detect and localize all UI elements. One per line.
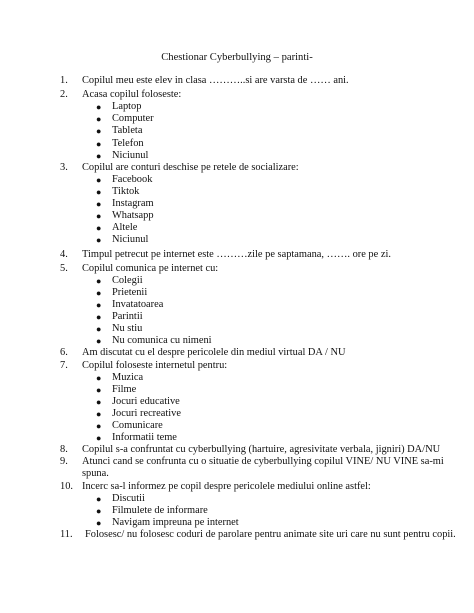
bullet-icon: ● (96, 336, 102, 346)
bullet-icon: ● (96, 235, 102, 245)
bullet-icon: ● (96, 288, 102, 298)
bullet-icon: ● (96, 223, 102, 233)
question-number: 4. (60, 249, 68, 260)
bullet-icon: ● (96, 324, 102, 334)
option-item: Facebook (112, 174, 153, 185)
question-number: 10. (60, 481, 73, 492)
option-item: Niciunul (112, 234, 149, 245)
option-item: Filme (112, 384, 137, 395)
question-text-continuation: spuna. (82, 468, 109, 479)
option-item: Nu comunica cu nimeni (112, 335, 212, 346)
bullet-icon: ● (96, 102, 102, 112)
question-text: Folosesc/ nu folosesc coduri de parolare pentru animate site uri care nu sunt pentru copii. (85, 529, 456, 540)
option-item: Comunicare (112, 420, 163, 431)
question-text: Incerc sa-l informez pe copil despre pericolele mediului online astfel: (82, 481, 371, 492)
question-text: Timpul petrecut pe internet este ………zile pe saptamana, ……. ore pe zi. (82, 249, 391, 260)
question-number: 1. (60, 75, 68, 86)
option-item: Nu stiu (112, 323, 143, 334)
bullet-icon: ● (96, 187, 102, 197)
question-number: 6. (60, 347, 68, 358)
bullet-icon: ● (96, 421, 102, 431)
question-text: Copilul s-a confruntat cu cyberbullying (hartuire, agresivitate verbala, jigniri) DA/NU (82, 444, 441, 455)
question-text: Acasa copilul foloseste: (82, 89, 182, 100)
bullet-icon: ● (96, 211, 102, 221)
option-item: Tiktok (112, 186, 140, 197)
bullet-icon: ● (96, 312, 102, 322)
option-item: Filmulete de informare (112, 505, 208, 516)
option-item: Niciunul (112, 150, 149, 161)
bullet-icon: ● (96, 409, 102, 419)
bullet-icon: ● (96, 373, 102, 383)
question-number: 5. (60, 263, 68, 274)
option-item: Instagram (112, 198, 154, 209)
question-text: Copilul are conturi deschise pe retele de socializare: (82, 162, 299, 173)
option-item: Prietenii (112, 287, 148, 298)
question-number: 11. (60, 529, 73, 540)
document-title: Chestionar Cyberbullying – parinti- (161, 52, 313, 63)
option-item: Invatatoarea (112, 299, 164, 310)
bullet-icon: ● (96, 494, 102, 504)
option-item: Colegii (112, 275, 143, 286)
option-item: Discutii (112, 493, 145, 504)
question-number: 3. (60, 162, 68, 173)
bullet-icon: ● (96, 199, 102, 209)
question-number: 2. (60, 89, 68, 100)
question-text: Copilul meu este elev in clasa ………..si are varsta de …… ani. (82, 75, 349, 86)
option-item: Computer (112, 113, 154, 124)
bullet-icon: ● (96, 385, 102, 395)
option-item: Informatii teme (112, 432, 177, 443)
question-text: Copilul foloseste internetul pentru: (82, 360, 228, 371)
bullet-icon: ● (96, 518, 102, 528)
bullet-icon: ● (96, 276, 102, 286)
question-text: Atunci cand se confrunta cu o situatie de cyberbullying copilul VINE/ NU VINE sa-mi (82, 456, 444, 467)
bullet-icon: ● (96, 397, 102, 407)
bullet-icon: ● (96, 506, 102, 516)
option-item: Whatsapp (112, 210, 154, 221)
option-item: Jocuri recreative (112, 408, 181, 419)
option-item: Navigam impreuna pe internet (112, 517, 239, 528)
option-item: Telefon (112, 138, 144, 149)
bullet-icon: ● (96, 175, 102, 185)
option-item: Altele (112, 222, 138, 233)
option-item: Parintii (112, 311, 143, 322)
option-item: Tableta (112, 125, 143, 136)
question-number: 8. (60, 444, 68, 455)
bullet-icon: ● (96, 433, 102, 443)
option-item: Laptop (112, 101, 142, 112)
question-number: 7. (60, 360, 68, 371)
bullet-icon: ● (96, 139, 102, 149)
option-item: Jocuri educative (112, 396, 180, 407)
option-item: Muzica (112, 372, 144, 383)
bullet-icon: ● (96, 151, 102, 161)
bullet-icon: ● (96, 126, 102, 136)
bullet-icon: ● (96, 114, 102, 124)
question-number: 9. (60, 456, 68, 467)
bullet-icon: ● (96, 300, 102, 310)
question-text: Am discutat cu el despre pericolele din mediul virtual DA / NU (82, 347, 346, 358)
question-text: Copilul comunica pe internet cu: (82, 263, 219, 274)
